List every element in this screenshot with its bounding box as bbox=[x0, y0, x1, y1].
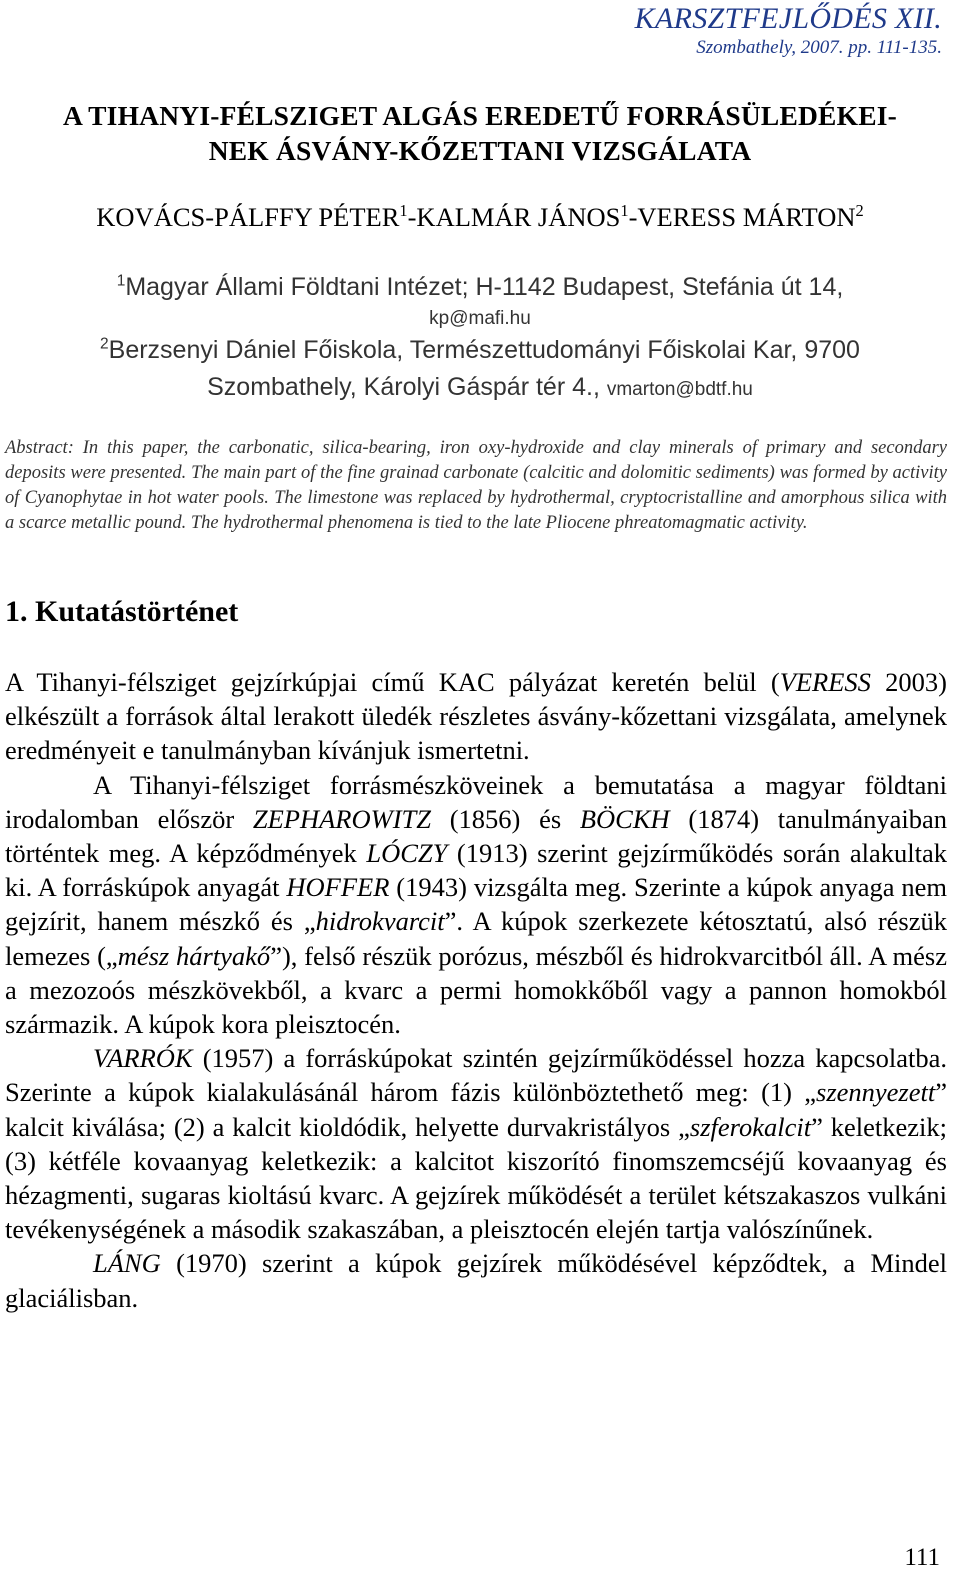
journal-name: KARSZTFEJLŐDÉS XII. bbox=[634, 2, 942, 35]
citation: BÖCKH bbox=[579, 803, 670, 834]
text-run: (1913) szerint gejzírműködés során alakultak ki. A forráskúpok anyagát bbox=[5, 838, 948, 903]
author-1: KOVÁCS-PÁLFFY PÉTER bbox=[96, 202, 400, 232]
author-1-affiliation-mark: 1 bbox=[399, 200, 408, 220]
affiliation-2-text: Berzsenyi Dániel Főiskola, Természettudományi Főiskolai Kar, 9700 bbox=[108, 336, 860, 364]
citation: HOFFER bbox=[286, 872, 390, 903]
text-run: (1943) vizsgálta meg. Szerinte a kúpok anyaga nem gejzírit, hanem mészkő és „ bbox=[5, 872, 947, 937]
term: szennyezett bbox=[816, 1077, 936, 1108]
journal-location: Szombathely, 2007. pp. 111-135. bbox=[696, 37, 942, 58]
journal-header bbox=[635, 2, 942, 60]
citation: VARRÓK bbox=[93, 1043, 193, 1074]
paper-title bbox=[0, 98, 960, 168]
affiliations bbox=[0, 269, 960, 408]
affiliation-2-address bbox=[0, 369, 960, 408]
author-2: -KALMÁR JÁNOS bbox=[407, 202, 621, 232]
affiliation-1 bbox=[0, 269, 960, 306]
text-run: 2003) elkészült a források által lerakott üledék részletes ásvány-kőzettani vizsgálata, amelynek eredményeit e tanulmányban kívánjuk ismertetni. bbox=[5, 667, 947, 766]
affiliation-2 bbox=[0, 332, 960, 369]
author-list bbox=[0, 201, 960, 233]
paragraph-4 bbox=[5, 1246, 947, 1314]
title-line-2: NEK ÁSVÁNY-KŐZETTANI VIZSGÁLATA bbox=[208, 135, 752, 166]
section-heading: 1. Kutatástörténet bbox=[5, 595, 239, 628]
body-text bbox=[5, 665, 947, 1315]
abstract: Abstract: In this paper, the carbonatic, silica-bearing, iron oxy-hydroxide and clay minerals of primary and secondary deposits were presented. The main part of the fine grainad carbonate (calcitic and dolomitic sediments) was formed by activity of Cyanophytae in hot water pools. The limestone was replaced by hydrothermal, cryptocristalline and amorphous silica with a scarce metallic pound. The hydrothermal phenomena is tied to the late Pliocene phreatomagmatic activity. bbox=[5, 438, 947, 533]
text-run: ”), felső részük porózus, mészből és hidrokvarcitból áll. A mész a mezozoós mészkövekből, a kvarc a permi homokkőből vagy a pannon homokból származik. A kúpok kora pleisztocén. bbox=[5, 940, 947, 1040]
affiliation-1-mark: 1 bbox=[116, 272, 126, 290]
term: szferokalcit bbox=[689, 1111, 812, 1142]
text-run: (1856) és bbox=[431, 803, 580, 834]
text-run: ” kalcit kiválása; (2) a kalcit kioldódik, helyette durvakristályos „ bbox=[5, 1077, 947, 1142]
text-run: ” keletkezik; (3) kétféle kovaanyag keletkezik: a kalcitot kiszorító finomszemcséjű kovaanyag és hézagmenti, sugaras kioltású kvarc. A gejzírek működését a terület kétszakaszos vulkáni tevékenységének a második szakaszában, a pleisztocén elején tartja valószínűnek. bbox=[5, 1111, 947, 1245]
title-line-1: A TIHANYI-FÉLSZIGET ALGÁS EREDETŰ FORRÁSÜLEDÉKEI- bbox=[63, 100, 897, 131]
term: hidrokvarcit bbox=[315, 906, 445, 937]
affiliation-2-address-text: Szombathely, Károlyi Gáspár tér 4., bbox=[207, 373, 600, 401]
affiliation-1-text: Magyar Állami Földtani Intézet; H-1142 Budapest, Stefánia út 14, bbox=[125, 273, 844, 301]
text-run: (1957) a forráskúpokat szintén gejzírműködéssel hozza kapcsolatba. Szerinte a kúpok kialakulásánál három fázis különböztethető meg: (1) „ bbox=[5, 1043, 947, 1108]
text-run: (1970) szerint a kúpok gejzírek működésével képződtek, a Mindel glaciálisban. bbox=[5, 1248, 947, 1313]
affiliation-2-mark: 2 bbox=[100, 335, 109, 353]
page-number: 111 bbox=[904, 1544, 940, 1571]
citation: ZEPHAROWITZ bbox=[252, 803, 432, 834]
citation: LÁNG bbox=[93, 1248, 161, 1279]
paragraph-2 bbox=[5, 768, 947, 1042]
citation: LÓCZY bbox=[366, 838, 448, 869]
author-3: -VERESS MÁRTON bbox=[628, 202, 856, 232]
paragraph-1 bbox=[5, 665, 947, 768]
affiliation-1-email[interactable]: kp@mafi.hu bbox=[429, 308, 531, 329]
author-2-affiliation-mark: 1 bbox=[620, 200, 629, 220]
text-run: (1874) tanulmányaiban történtek meg. A képződmények bbox=[5, 803, 947, 869]
text-run: A Tihanyi-félsziget gejzírkúpjai című KAC pályázat keretén belül ( bbox=[5, 667, 780, 697]
text-run: A Tihanyi-félsziget forrásmészköveinek a bemutatása a magyar földtani irodalomban először bbox=[5, 769, 947, 834]
citation: VERESS bbox=[779, 667, 871, 697]
text-run: ”. A kúpok szerkezete kétosztatú, alsó részük lemezes („ bbox=[5, 906, 947, 971]
affiliation-2-email[interactable]: vmarton@bdtf.hu bbox=[606, 379, 753, 400]
author-3-affiliation-mark: 2 bbox=[855, 200, 864, 220]
term: mész hártyakő bbox=[117, 940, 271, 971]
paragraph-3 bbox=[5, 1041, 947, 1246]
